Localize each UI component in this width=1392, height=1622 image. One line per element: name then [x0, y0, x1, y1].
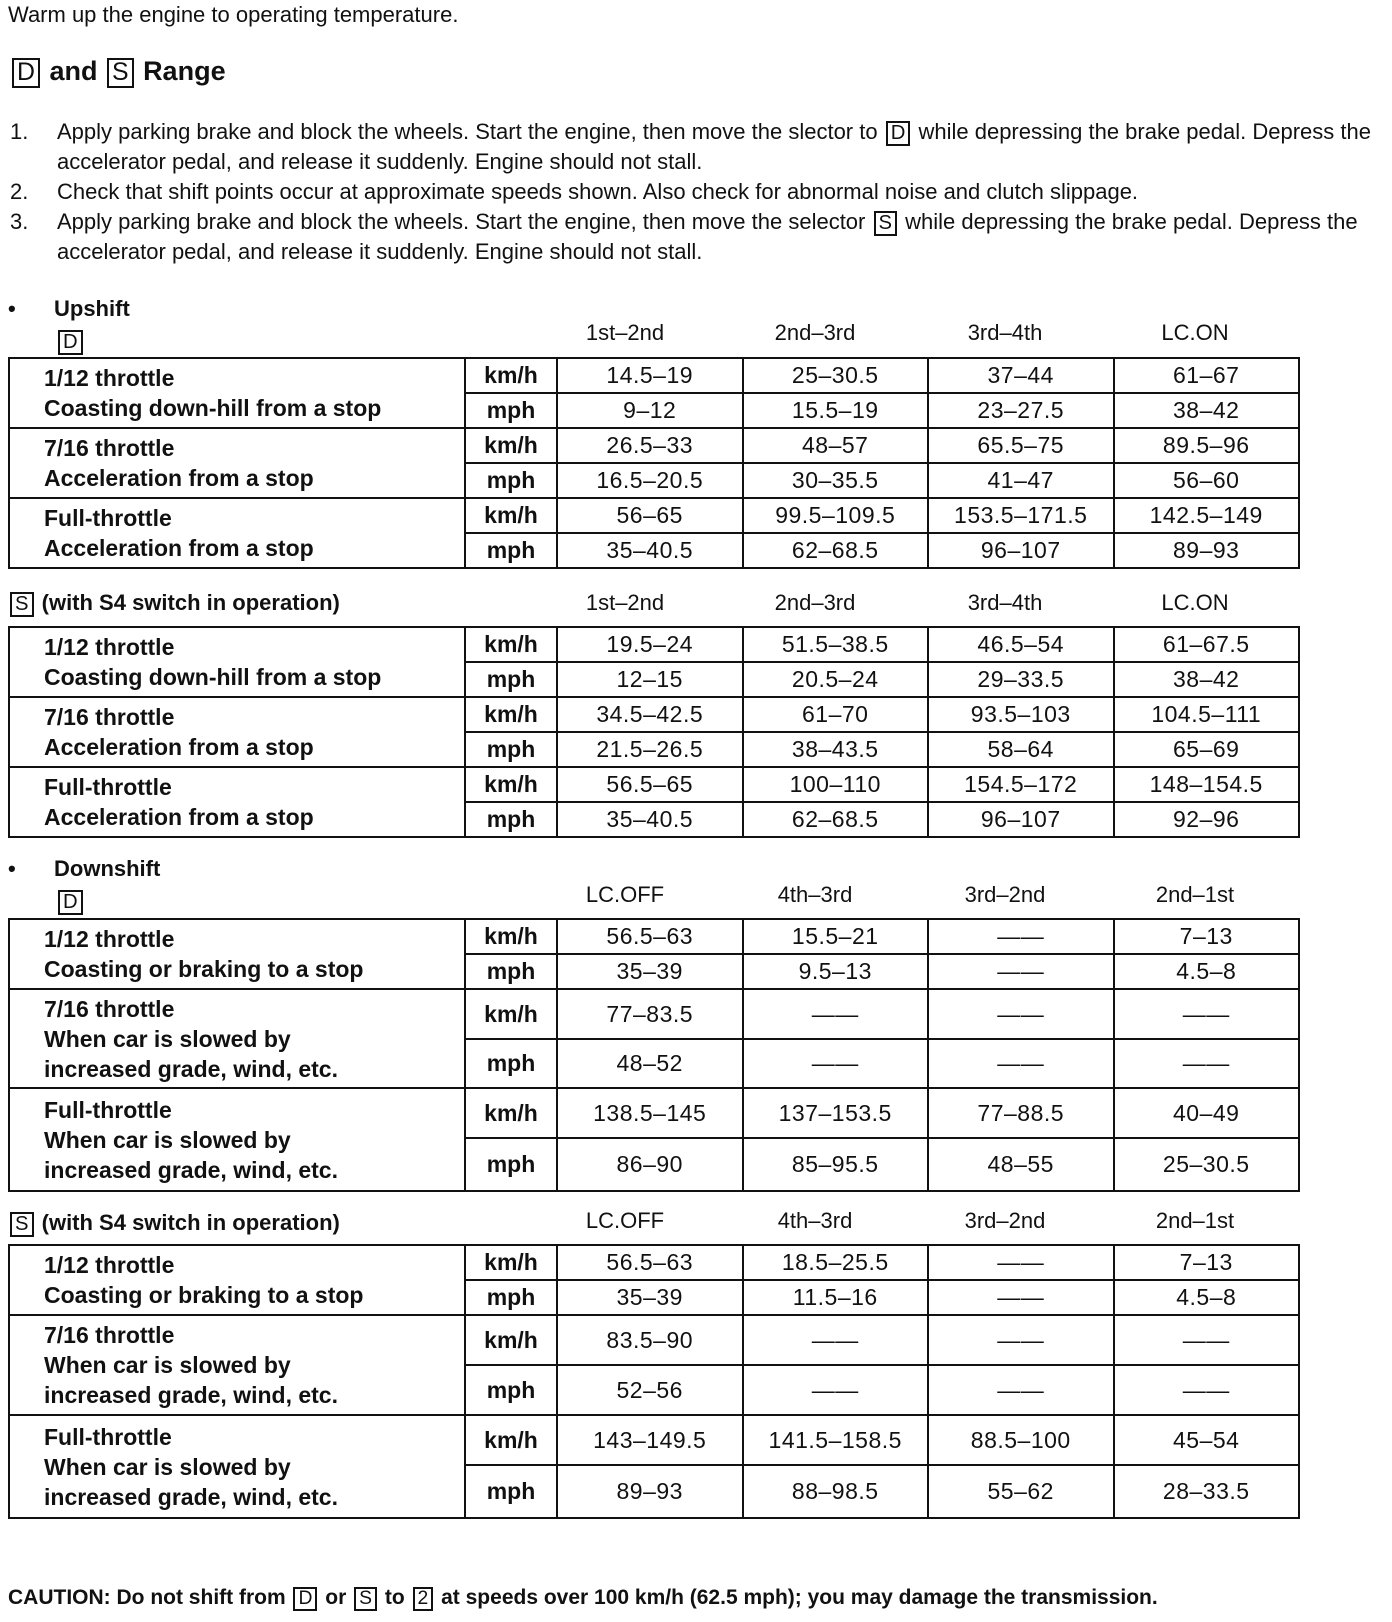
heading-and: and	[49, 56, 98, 86]
speed-cell: 99.5–109.5	[743, 498, 929, 533]
table-row	[9, 1088, 1299, 1138]
speed-cell: 25–30.5	[1114, 1138, 1300, 1191]
unit-cell: mph	[465, 662, 557, 697]
speed-cell: 142.5–149	[1114, 498, 1300, 533]
column-header: LC.ON	[1161, 590, 1229, 615]
column-header: 2nd–1st	[1155, 882, 1235, 907]
speed-cell: 58–64	[928, 732, 1114, 767]
downshift-label: Downshift	[54, 856, 161, 881]
downshift-d-subhead	[56, 888, 85, 915]
step-text: Apply parking brake and block the wheels. Start the engine, then move the slector to	[57, 119, 878, 144]
caution-text: or	[325, 1586, 347, 1609]
speed-cell: 56–60	[1114, 463, 1300, 498]
procedure-steps	[0, 117, 1380, 267]
unit-cell: mph	[465, 954, 557, 989]
step-number: 1.	[10, 119, 29, 144]
speed-cell: 92–96	[1114, 802, 1300, 837]
speed-cell: 56.5–63	[557, 1245, 743, 1280]
speed-cell: 61–67.5	[1114, 627, 1300, 662]
speed-cell: 35–40.5	[557, 802, 743, 837]
table-row	[9, 767, 1299, 802]
s-range-box: S	[354, 1587, 377, 1611]
column-header: 2nd–1st	[1155, 1208, 1235, 1233]
unit-cell: km/h	[465, 1088, 557, 1138]
column-header: 3rd–2nd	[964, 882, 1046, 907]
s4-switch-label: (with S4 switch in operation)	[41, 1210, 340, 1235]
unit-cell: mph	[465, 1138, 557, 1191]
table-row	[9, 1245, 1299, 1280]
speed-cell: 40–49	[1114, 1088, 1300, 1138]
speed-cell: 4.5–8	[1114, 1280, 1300, 1315]
speed-cell: 61–67	[1114, 358, 1300, 393]
heading-range: Range	[143, 56, 226, 86]
speed-cell: 137–153.5	[743, 1088, 929, 1138]
condition-cell: 1/12 throttle Coasting or braking to a stop	[9, 1245, 465, 1315]
speed-cell: 88–98.5	[743, 1465, 929, 1518]
speed-cell: 14.5–19	[557, 358, 743, 393]
upshift-title	[8, 296, 130, 322]
table-row	[9, 1415, 1299, 1465]
speed-cell: ——	[1114, 1365, 1300, 1415]
condition-cell: 1/12 throttle Coasting or braking to a stop	[9, 919, 465, 989]
speed-cell: 38–42	[1114, 393, 1300, 428]
speed-cell: 138.5–145	[557, 1088, 743, 1138]
table-row	[9, 697, 1299, 732]
speed-cell: 41–47	[928, 463, 1114, 498]
speed-cell: 143–149.5	[557, 1415, 743, 1465]
condition-cell: 7/16 throttle When car is slowed by increased grade, wind, etc.	[9, 989, 465, 1088]
speed-cell: ——	[928, 954, 1114, 989]
upshift-s-subhead	[8, 590, 340, 617]
speed-cell: 30–35.5	[743, 463, 929, 498]
step-text: Apply parking brake and block the wheels. Start the engine, then move the selector	[57, 209, 866, 234]
downshift-s-subhead	[8, 1210, 340, 1237]
condition-cell: Full-throttle Acceleration from a stop	[9, 498, 465, 568]
speed-cell: 38–43.5	[743, 732, 929, 767]
speed-cell: 9–12	[557, 393, 743, 428]
speed-cell: ——	[928, 1365, 1114, 1415]
table-row	[9, 989, 1299, 1039]
column-header: 2nd–3rd	[774, 590, 856, 615]
speed-cell: 52–56	[557, 1365, 743, 1415]
column-header: 3rd–4th	[967, 320, 1043, 345]
speed-cell: 16.5–20.5	[557, 463, 743, 498]
speed-cell: 93.5–103	[928, 697, 1114, 732]
step-number: 3.	[10, 209, 29, 234]
speed-cell: 153.5–171.5	[928, 498, 1114, 533]
caution-text: at speeds over 100 km/h (62.5 mph); you may damage the transmission.	[441, 1586, 1158, 1609]
column-header: LC.OFF	[585, 882, 665, 907]
unit-cell: km/h	[465, 919, 557, 954]
table-row	[9, 428, 1299, 463]
speed-cell: 77–88.5	[928, 1088, 1114, 1138]
speed-cell: ——	[928, 1280, 1114, 1315]
speed-cell: 9.5–13	[743, 954, 929, 989]
upshift-s-table	[8, 626, 1300, 838]
speed-cell: 83.5–90	[557, 1315, 743, 1365]
unit-cell: mph	[465, 463, 557, 498]
upshift-d-table	[8, 357, 1300, 569]
speed-cell: 7–13	[1114, 919, 1300, 954]
d-range-box: D	[58, 330, 83, 355]
step-2	[0, 177, 1380, 207]
column-header: 3rd–4th	[967, 590, 1043, 615]
table-row	[9, 1315, 1299, 1365]
unit-cell: mph	[465, 533, 557, 568]
speed-cell: ——	[743, 1315, 929, 1365]
step-1	[0, 117, 1380, 177]
speed-cell: 65.5–75	[928, 428, 1114, 463]
downshift-d-table	[8, 918, 1300, 1192]
unit-cell: mph	[465, 1365, 557, 1415]
speed-cell: ——	[1114, 989, 1300, 1039]
speed-cell: 89–93	[1114, 533, 1300, 568]
speed-cell: 56–65	[557, 498, 743, 533]
speed-cell: 56.5–63	[557, 919, 743, 954]
column-header: LC.OFF	[585, 1208, 665, 1233]
speed-cell: 62–68.5	[743, 802, 929, 837]
unit-cell: mph	[465, 732, 557, 767]
speed-cell: 77–83.5	[557, 989, 743, 1039]
speed-cell: 48–52	[557, 1039, 743, 1088]
speed-cell: ——	[928, 1315, 1114, 1365]
column-header: 1st–2nd	[585, 320, 665, 345]
speed-cell: 26.5–33	[557, 428, 743, 463]
s4-switch-label: (with S4 switch in operation)	[41, 590, 340, 615]
caution-text: to	[384, 1586, 405, 1609]
condition-cell: Full-throttle Acceleration from a stop	[9, 767, 465, 837]
speed-cell: 34.5–42.5	[557, 697, 743, 732]
caution-note	[8, 1586, 1158, 1611]
unit-cell: km/h	[465, 767, 557, 802]
speed-cell: 100–110	[743, 767, 929, 802]
condition-cell: 7/16 throttle When car is slowed by increased grade, wind, etc.	[9, 1315, 465, 1415]
speed-cell: 18.5–25.5	[743, 1245, 929, 1280]
speed-cell: ——	[928, 989, 1114, 1039]
table-row	[9, 358, 1299, 393]
unit-cell: mph	[465, 1465, 557, 1518]
step-text: while depressing the brake pedal. Depress the accelerator pedal, and release it suddenly. Engine should not stall.	[57, 209, 1358, 264]
column-header: 2nd–3rd	[774, 320, 856, 345]
speed-cell: ——	[1114, 1039, 1300, 1088]
table-row	[9, 498, 1299, 533]
unit-cell: km/h	[465, 1315, 557, 1365]
speed-cell: 12–15	[557, 662, 743, 697]
bullet: •	[8, 296, 16, 321]
intro-text: Warm up the engine to operating temperature.	[8, 2, 459, 27]
downshift-s-column-headers	[530, 1208, 1300, 1234]
s-range-box: S	[107, 58, 134, 88]
s-range-box: S	[10, 1212, 34, 1237]
speed-cell: ——	[1114, 1315, 1300, 1365]
speed-cell: 21.5–26.5	[557, 732, 743, 767]
speed-cell: ——	[743, 1039, 929, 1088]
speed-cell: 86–90	[557, 1138, 743, 1191]
speed-cell: 154.5–172	[928, 767, 1114, 802]
speed-cell: 89–93	[557, 1465, 743, 1518]
speed-cell: ——	[743, 989, 929, 1039]
speed-cell: 11.5–16	[743, 1280, 929, 1315]
speed-cell: 23–27.5	[928, 393, 1114, 428]
step-number: 2.	[10, 179, 29, 204]
d-range-box: D	[58, 890, 83, 915]
unit-cell: km/h	[465, 1245, 557, 1280]
speed-cell: 85–95.5	[743, 1138, 929, 1191]
table-row	[9, 919, 1299, 954]
speed-cell: 96–107	[928, 802, 1114, 837]
caution-label: CAUTION:	[8, 1586, 111, 1609]
speed-cell: 38–42	[1114, 662, 1300, 697]
condition-cell: 1/12 throttle Coasting down-hill from a stop	[9, 627, 465, 697]
bullet: •	[8, 856, 16, 881]
unit-cell: mph	[465, 1039, 557, 1088]
upshift-d-column-headers	[530, 320, 1300, 346]
speed-cell: ——	[928, 919, 1114, 954]
speed-cell: 19.5–24	[557, 627, 743, 662]
column-header: 4th–3rd	[777, 1208, 853, 1233]
d-range-box: D	[293, 1587, 317, 1611]
second-range-box: 2	[413, 1587, 434, 1611]
s-range-box: S	[10, 592, 34, 617]
speed-cell: 48–55	[928, 1138, 1114, 1191]
condition-cell: 7/16 throttle Acceleration from a stop	[9, 428, 465, 498]
speed-cell: 62–68.5	[743, 533, 929, 568]
unit-cell: mph	[465, 393, 557, 428]
speed-cell: 88.5–100	[928, 1415, 1114, 1465]
speed-cell: 141.5–158.5	[743, 1415, 929, 1465]
speed-cell: 15.5–19	[743, 393, 929, 428]
unit-cell: km/h	[465, 428, 557, 463]
speed-cell: 7–13	[1114, 1245, 1300, 1280]
speed-cell: 25–30.5	[743, 358, 929, 393]
unit-cell: mph	[465, 1280, 557, 1315]
speed-cell: 48–57	[743, 428, 929, 463]
d-range-box: D	[12, 58, 40, 88]
speed-cell: 37–44	[928, 358, 1114, 393]
speed-cell: 104.5–111	[1114, 697, 1300, 732]
speed-cell: ——	[928, 1245, 1114, 1280]
speed-cell: 96–107	[928, 533, 1114, 568]
downshift-d-column-headers	[530, 882, 1300, 908]
speed-cell: 28–33.5	[1114, 1465, 1300, 1518]
step-text: Check that shift points occur at approximate speeds shown. Also check for abnormal noise and clutch slippage.	[57, 179, 1139, 204]
speed-cell: 4.5–8	[1114, 954, 1300, 989]
column-header: 1st–2nd	[585, 590, 665, 615]
downshift-s-table	[8, 1244, 1300, 1519]
speed-cell: 20.5–24	[743, 662, 929, 697]
speed-cell: 89.5–96	[1114, 428, 1300, 463]
speed-cell: 65–69	[1114, 732, 1300, 767]
unit-cell: km/h	[465, 989, 557, 1039]
column-header: LC.ON	[1161, 320, 1229, 345]
speed-cell: ——	[928, 1039, 1114, 1088]
unit-cell: km/h	[465, 498, 557, 533]
unit-cell: km/h	[465, 697, 557, 732]
unit-cell: mph	[465, 802, 557, 837]
speed-cell: 45–54	[1114, 1415, 1300, 1465]
condition-cell: 7/16 throttle Acceleration from a stop	[9, 697, 465, 767]
speed-cell: ——	[743, 1365, 929, 1415]
upshift-s-column-headers	[530, 590, 1300, 616]
speed-cell: 35–39	[557, 1280, 743, 1315]
condition-cell: 1/12 throttle Coasting down-hill from a stop	[9, 358, 465, 428]
range-heading	[10, 56, 226, 88]
step-3	[0, 207, 1380, 267]
downshift-title	[8, 856, 160, 882]
upshift-label: Upshift	[54, 296, 130, 321]
speed-cell: 46.5–54	[928, 627, 1114, 662]
speed-cell: 61–70	[743, 697, 929, 732]
condition-cell: Full-throttle When car is slowed by increased grade, wind, etc.	[9, 1088, 465, 1191]
s-range-box: S	[874, 211, 898, 236]
step-text: while depressing the brake pedal. Depress the accelerator pedal, and release it suddenly. Engine should not stall.	[57, 119, 1371, 174]
unit-cell: km/h	[465, 358, 557, 393]
caution-text: Do not shift from	[116, 1586, 286, 1609]
table-row	[9, 627, 1299, 662]
speed-cell: 29–33.5	[928, 662, 1114, 697]
unit-cell: km/h	[465, 627, 557, 662]
speed-cell: 15.5–21	[743, 919, 929, 954]
speed-cell: 148–154.5	[1114, 767, 1300, 802]
unit-cell: km/h	[465, 1415, 557, 1465]
speed-cell: 55–62	[928, 1465, 1114, 1518]
column-header: 3rd–2nd	[964, 1208, 1046, 1233]
speed-cell: 35–39	[557, 954, 743, 989]
column-header: 4th–3rd	[777, 882, 853, 907]
condition-cell: Full-throttle When car is slowed by increased grade, wind, etc.	[9, 1415, 465, 1518]
speed-cell: 56.5–65	[557, 767, 743, 802]
speed-cell: 51.5–38.5	[743, 627, 929, 662]
upshift-d-subhead	[56, 328, 85, 355]
speed-cell: 35–40.5	[557, 533, 743, 568]
d-range-box: D	[886, 121, 911, 146]
